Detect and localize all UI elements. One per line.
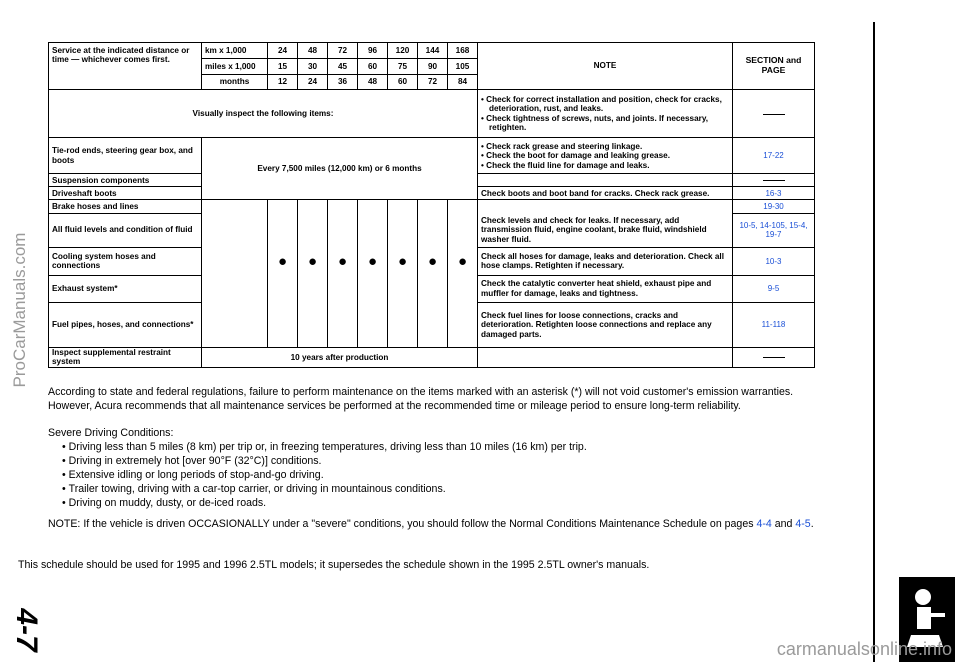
miles-label: miles x 1,000	[202, 59, 268, 75]
interval-text: Every 7,500 miles (12,000 km) or 6 months	[202, 138, 478, 200]
km-label: km x 1,000	[202, 43, 268, 59]
km-value: 72	[328, 43, 358, 59]
item-note	[478, 174, 733, 187]
dash	[763, 114, 785, 115]
item-name: Brake hoses and lines	[49, 200, 202, 213]
months-value: 48	[358, 75, 388, 90]
months-value: 24	[298, 75, 328, 90]
dash	[763, 180, 785, 181]
km-value: 48	[298, 43, 328, 59]
item-note	[478, 138, 733, 174]
months-value: 72	[418, 75, 448, 90]
months-label: months	[202, 75, 268, 90]
page-number: 4-7	[10, 608, 43, 652]
item-name: Exhaust system*	[49, 275, 202, 302]
service-dot: ●	[418, 247, 448, 275]
visual-inspect-label: Visually inspect the following items:	[49, 90, 478, 138]
severe-item: • Driving in extremely hot [over 90°F (32°C)] conditions.	[62, 454, 808, 468]
and-text: and	[774, 518, 793, 530]
maintenance-table	[48, 42, 815, 368]
miles-value: 105	[448, 59, 478, 75]
section-header: SECTION and PAGE	[733, 43, 815, 90]
item-section: 10-3	[733, 247, 815, 275]
schedule-note	[18, 558, 818, 572]
item-name: Cooling system hoses and connections	[49, 247, 202, 275]
item-note	[478, 347, 733, 367]
service-dot: ●	[328, 247, 358, 275]
months-value: 60	[388, 75, 418, 90]
item-section: 10-5, 14-105, 15-4, 19-7	[733, 213, 815, 247]
note-text: NOTE: If the vehicle is driven OCCASIONALLY under a "severe" conditions, you should follow the Normal Conditions Maintenance Schedule on pages	[48, 518, 754, 530]
item-note: Check levels and check for leaks. If necessary, add transmission fluid, engine coolant, brake fluid, windshield washer fluid.	[478, 213, 733, 247]
watermark-left: ProCarManuals.com	[10, 232, 29, 388]
miles-value: 75	[388, 59, 418, 75]
note-bullet: • Check the fluid line for damage and leaks.	[481, 161, 729, 170]
item-note: Check all hoses for damage, leaks and deterioration. Check all hose clamps. Retighten if necessary.	[478, 247, 733, 275]
service-dot: ●	[388, 247, 418, 275]
months-value: 84	[448, 75, 478, 90]
item-name: All fluid levels and condition of fluid	[49, 213, 202, 247]
item-section: 11-118	[733, 302, 815, 347]
emission-paragraph	[48, 385, 818, 413]
note-bullet: • Check tightness of screws, nuts, and joints. If necessary, retighten.	[481, 114, 729, 133]
visual-section	[733, 90, 815, 138]
severe-conditions	[48, 426, 808, 510]
miles-value: 30	[298, 59, 328, 75]
emission-text: According to state and federal regulations, failure to perform maintenance on the items marked with an asterisk (*) will not void customer's emission warranties. However, Acura recommends that all maintenance services be performed at the recommended time or mileage period to ensure long-term reliability.	[48, 386, 794, 412]
severe-item: • Driving less than 5 miles (8 km) per trip or, in freezing temperatures, driving less than 10 miles (16 km) per trip.	[62, 440, 808, 454]
period: .	[810, 518, 814, 530]
severe-item: • Trailer towing, driving with a car-top carrier, or driving in mountainous conditions.	[62, 482, 808, 496]
service-dot: ●	[358, 247, 388, 275]
item-note: Check boots and boot band for cracks. Check rack grease.	[478, 187, 733, 200]
service-dot: ●	[448, 247, 478, 275]
bottom-interval: 10 years after production	[202, 347, 478, 367]
item-section: 17-22	[733, 138, 815, 174]
note-bullet: • Check rack grease and steering linkage.	[481, 142, 729, 151]
km-value: 24	[268, 43, 298, 59]
item-note: Check the catalytic converter heat shield, exhaust pipe and muffler for damage, leaks and tightness.	[478, 275, 733, 302]
page-link-4-5[interactable]: 4-5	[795, 518, 811, 530]
service-dot: ●	[268, 247, 298, 275]
note-header: NOTE	[478, 43, 733, 90]
item-name: Tie-rod ends, steering gear box, and boots	[49, 138, 202, 174]
miles-value: 45	[328, 59, 358, 75]
months-value: 12	[268, 75, 298, 90]
severe-list	[48, 440, 808, 510]
item-name: Inspect supplemental restraint system	[49, 347, 202, 367]
months-value: 36	[328, 75, 358, 90]
item-section	[733, 347, 815, 367]
miles-value: 15	[268, 59, 298, 75]
note-paragraph	[48, 517, 818, 531]
km-value: 96	[358, 43, 388, 59]
miles-value: 90	[418, 59, 448, 75]
service-dot: ●	[298, 247, 328, 275]
page-link-4-4[interactable]: 4-4	[756, 518, 772, 530]
item-section: 19-30	[733, 200, 815, 213]
service-header: Service at the indicated distance or time — whichever comes first.	[49, 43, 202, 90]
schedule-note-text: This schedule should be used for 1995 and 1996 2.5TL models; it supersedes the schedule shown in the 1995 2.5TL owner's manuals.	[18, 559, 650, 571]
note-bullet: • Check the boot for damage and leaking grease.	[481, 151, 729, 160]
dash	[763, 357, 785, 358]
item-name: Suspension components	[49, 174, 202, 187]
item-name: Fuel pipes, hoses, and connections*	[49, 302, 202, 347]
miles-value: 60	[358, 59, 388, 75]
km-value: 144	[418, 43, 448, 59]
item-name: Driveshaft boots	[49, 187, 202, 200]
item-section: 16-3	[733, 187, 815, 200]
severe-item: • Driving on muddy, dusty, or de-iced roads.	[62, 496, 808, 510]
item-section: 9-5	[733, 275, 815, 302]
item-note: Check fuel lines for loose connections, cracks and deterioration. Retighten loose connections and replace any damaged parts.	[478, 302, 733, 347]
watermark-bottom: carmanualsonline.info	[776, 639, 952, 659]
right-margin-rule	[873, 22, 875, 662]
item-section	[733, 174, 815, 187]
km-value: 120	[388, 43, 418, 59]
visual-notes	[478, 90, 733, 138]
note-bullet: • Check for correct installation and position, check for cracks, deterioration, rust, and leaks.	[481, 95, 729, 114]
severe-item: • Extensive idling or long periods of stop-and-go driving.	[62, 468, 808, 482]
severe-title: Severe Driving Conditions:	[48, 427, 174, 439]
km-value: 168	[448, 43, 478, 59]
